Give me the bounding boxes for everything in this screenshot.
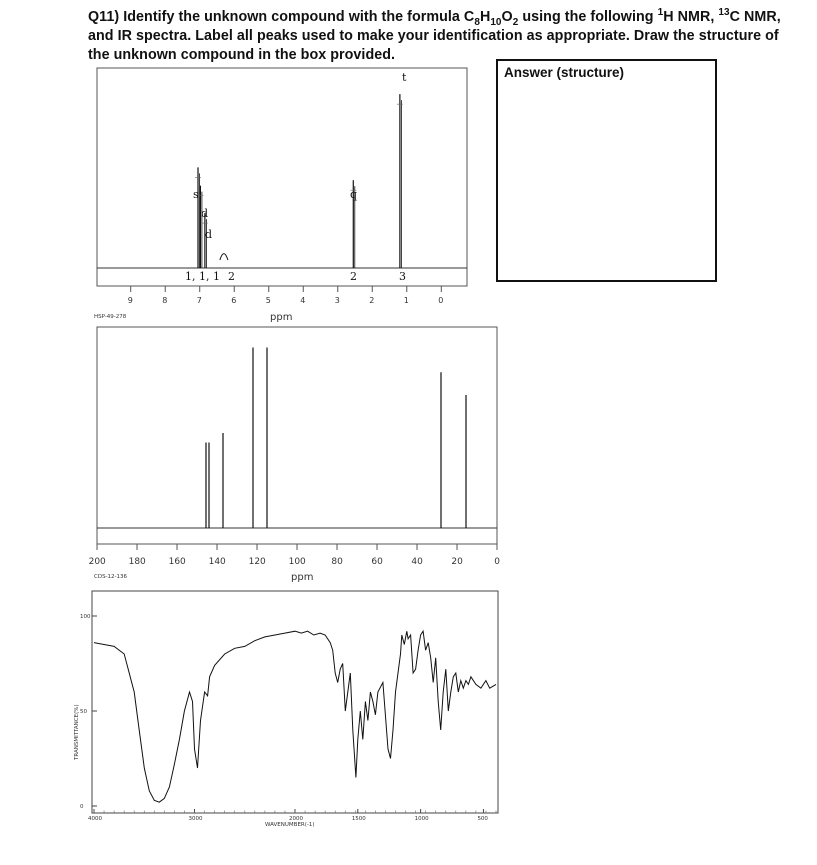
h-nmr-xlabel: ppm xyxy=(270,312,293,323)
h-nmr-tick-label: 1 xyxy=(403,296,409,305)
c-nmr-tick-label: 160 xyxy=(168,557,186,567)
c-nmr-spectrum xyxy=(89,327,501,583)
ir-x-tick-label: 4000 xyxy=(88,816,102,822)
ir-spectrum xyxy=(74,591,498,828)
formula-o-subscript: 2 xyxy=(512,16,519,28)
h-nmr-tick-label: 2 xyxy=(369,296,375,305)
ir-y-tick-label: 100 xyxy=(80,614,91,620)
ir-ylabel: TRANSMITTANCE(%) xyxy=(74,704,80,760)
c-nmr-tick-label: 100 xyxy=(288,557,306,567)
c-nmr-code: CDS-12-136 xyxy=(94,574,128,580)
ir-x-tick-label: 3000 xyxy=(188,816,203,822)
h-nmr-frame xyxy=(97,68,467,286)
h-nmr-peak xyxy=(220,254,228,260)
question-line-1-pre: Identify the unknown compound with the formula C xyxy=(123,9,475,25)
h-integration-label: 2 xyxy=(350,270,357,283)
h-superscript: 1 xyxy=(657,7,664,19)
c-nmr-tick-label: 140 xyxy=(208,557,226,567)
ir-y-tick-label: 0 xyxy=(80,804,84,810)
h-integration-label: 3 xyxy=(399,270,406,283)
ir-frame xyxy=(92,591,498,813)
c-nmr-text: C NMR, xyxy=(729,9,781,25)
h-nmr-tick-label: 4 xyxy=(300,296,306,305)
answer-box-label: Answer (structure) xyxy=(504,65,625,80)
h-nmr-code: HSP-49-278 xyxy=(94,314,127,320)
ir-trace xyxy=(94,631,496,802)
c-nmr-xlabel: ppm xyxy=(291,572,314,583)
ir-x-tick-label: 1500 xyxy=(351,816,366,822)
ir-xlabel: WAVENUMBER(-1) xyxy=(265,822,315,828)
formula-h-subscript: 10 xyxy=(490,16,502,28)
c-nmr-tick-label: 0 xyxy=(494,557,500,567)
formula-o: O xyxy=(501,9,513,25)
ir-y-tick-label: 50 xyxy=(80,709,87,715)
c-nmr-frame xyxy=(97,327,497,544)
h-mult-label: t xyxy=(402,71,407,84)
h-mult-label: s xyxy=(193,188,199,201)
h-nmr-tick-label: 6 xyxy=(231,296,237,305)
h-nmr-tick-label: 0 xyxy=(438,296,444,305)
c-nmr-tick-label: 20 xyxy=(451,557,463,567)
question-line-1-mid: using the following xyxy=(518,9,658,25)
ir-x-tick-label: 500 xyxy=(477,816,488,822)
c-nmr-tick-label: 60 xyxy=(371,557,383,567)
h-integration-label: 1, 1, 1 xyxy=(185,270,220,283)
h-nmr-tick-label: 3 xyxy=(334,296,340,305)
question-line-3: the unknown compound in the box provided. xyxy=(88,47,396,63)
question-line-2: and IR spectra. Label all peaks used to make your identification as appropriate. Draw the structure of xyxy=(88,28,779,44)
ir-x-tick-label: 1000 xyxy=(414,816,429,822)
h-mult-label: d xyxy=(201,207,209,220)
formula-c-subscript: 8 xyxy=(474,16,480,28)
h-integration-label: 2 xyxy=(228,270,235,283)
c-nmr-tick-label: 180 xyxy=(128,557,146,567)
c-superscript: 13 xyxy=(718,7,730,19)
c-nmr-tick-label: 40 xyxy=(411,557,423,567)
h-mult-label: d xyxy=(205,228,213,241)
h-nmr-tick-label: 5 xyxy=(265,296,271,305)
c-nmr-tick-label: 80 xyxy=(331,557,343,567)
h-nmr-tick-label: 9 xyxy=(127,296,133,305)
h-nmr-spectrum xyxy=(94,68,467,323)
h-mult-label: q xyxy=(350,188,358,201)
c-nmr-tick-label: 200 xyxy=(88,557,106,567)
h-nmr-tick-label: 8 xyxy=(162,296,168,305)
ir-x-tick-label: 2000 xyxy=(289,816,303,822)
h-nmr-text: H NMR, xyxy=(663,9,719,25)
question-number: Q11) xyxy=(88,9,120,25)
formula-h: H xyxy=(479,9,491,25)
h-nmr-tick-label: 7 xyxy=(196,296,202,305)
c-nmr-tick-label: 120 xyxy=(248,557,266,567)
